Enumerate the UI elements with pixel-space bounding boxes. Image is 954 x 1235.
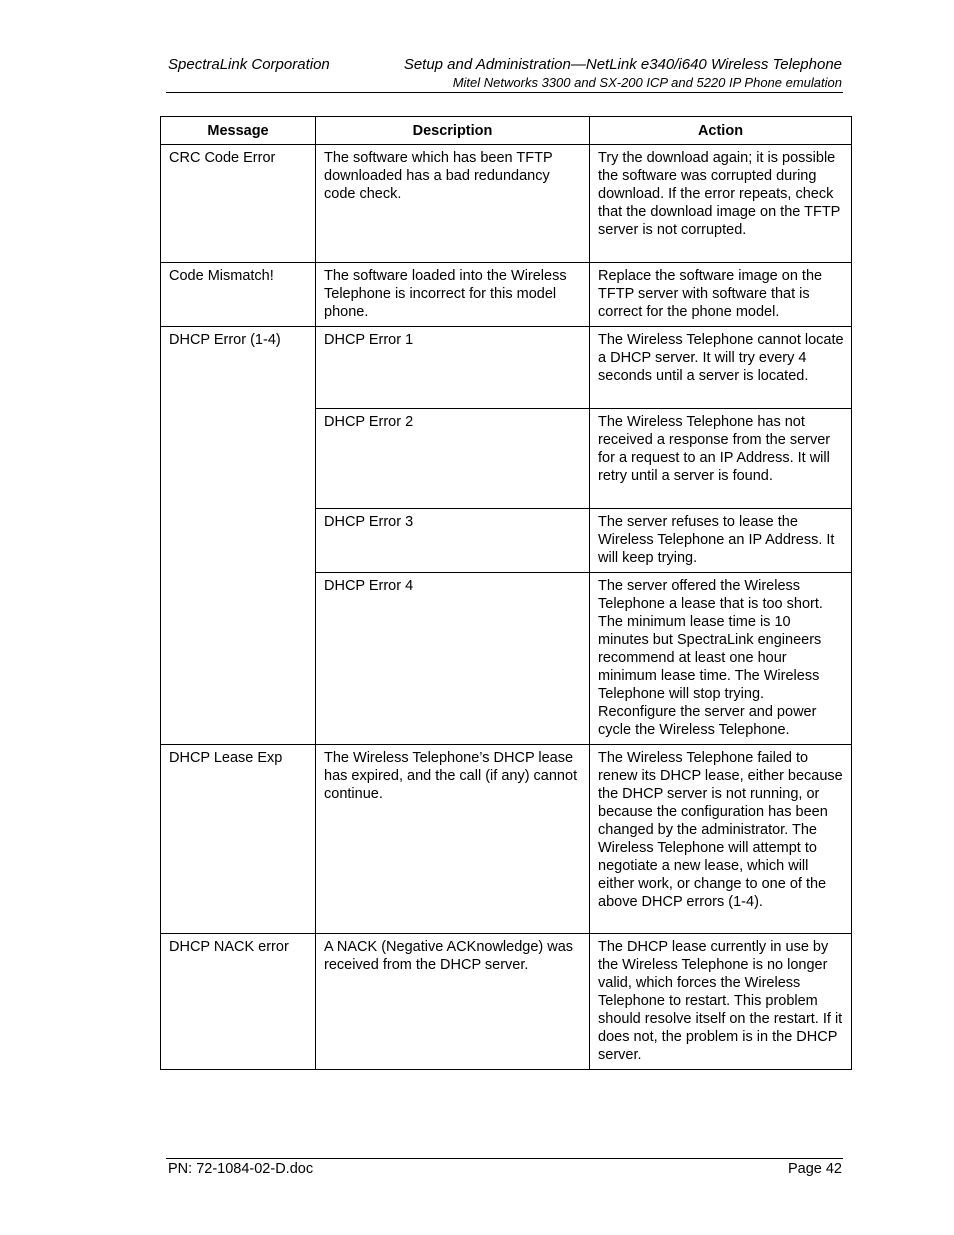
message-cell: DHCP NACK error xyxy=(161,934,316,1070)
column-header-action: Action xyxy=(590,117,852,145)
header-rule xyxy=(166,92,843,93)
table-row xyxy=(161,745,852,934)
table-row xyxy=(161,934,852,1070)
message-cell: DHCP Lease Exp xyxy=(161,745,316,934)
action-cell: The server offered the Wireless Telephone a lease that is too short. The minimum lease time is 10 minutes but SpectraLink engineers recommend at least one hour minimum lease time. The Wireless Telephone will stop trying. Reconfigure the server and power cycle the Wireless Telephone. xyxy=(590,573,852,745)
description-cell: DHCP Error 1 xyxy=(316,327,590,409)
action-cell: The server refuses to lease the Wireless Telephone an IP Address. It will keep trying. xyxy=(590,509,852,573)
message-table xyxy=(160,116,852,1070)
message-cell: Code Mismatch! xyxy=(161,263,316,327)
action-cell: The Wireless Telephone failed to renew its DHCP lease, either because the DHCP server is not running, or because the configuration has been changed by the administrator. The Wireless Telephone will attempt to negotiate a new lease, which will either work, or change to one of the above DHCP errors (1-4). xyxy=(590,745,852,934)
table-header-row xyxy=(161,117,852,145)
table-row xyxy=(161,145,852,263)
footer-rule xyxy=(166,1158,843,1159)
description-cell: The software which has been TFTP downloaded has a bad redundancy code check. xyxy=(316,145,590,263)
action-cell: Replace the software image on the TFTP server with software that is correct for the phone model. xyxy=(590,263,852,327)
description-cell: The software loaded into the Wireless Telephone is incorrect for this model phone. xyxy=(316,263,590,327)
footer-page-number: Page 42 xyxy=(787,1161,842,1177)
table-row xyxy=(161,263,852,327)
action-cell: The Wireless Telephone has not received a response from the server for a request to an IP Address. It will retry until a server is found. xyxy=(590,409,852,509)
action-cell: The DHCP lease currently in use by the Wireless Telephone is no longer valid, which forces the Wireless Telephone to restart. This problem should resolve itself on the restart. If it does not, the problem is in the DHCP server. xyxy=(590,934,852,1070)
description-cell: DHCP Error 4 xyxy=(316,573,590,745)
action-cell: Try the download again; it is possible the software was corrupted during download. If the error repeats, check that the download image on the TFTP server is not corrupted. xyxy=(590,145,852,263)
description-cell: A NACK (Negative ACKnowledge) was received from the DHCP server. xyxy=(316,934,590,1070)
description-cell: The Wireless Telephone’s DHCP lease has expired, and the call (if any) cannot continue. xyxy=(316,745,590,934)
column-header-description: Description xyxy=(316,117,590,145)
footer-part-number: PN: 72-1084-02-D.doc xyxy=(168,1161,314,1177)
message-cell: DHCP Error (1-4) xyxy=(161,327,316,745)
header-company: SpectraLink Corporation xyxy=(168,56,330,73)
header-subtitle: Mitel Networks 3300 and SX-200 ICP and 5220 IP Phone emulation xyxy=(452,75,842,90)
action-cell: The Wireless Telephone cannot locate a DHCP server. It will try every 4 seconds until a server is located. xyxy=(590,327,852,409)
header-title: Setup and Administration—NetLink e340/i640 Wireless Telephone xyxy=(403,56,842,73)
table-row xyxy=(161,327,852,409)
description-cell: DHCP Error 2 xyxy=(316,409,590,509)
description-cell: DHCP Error 3 xyxy=(316,509,590,573)
column-header-message: Message xyxy=(161,117,316,145)
message-cell: CRC Code Error xyxy=(161,145,316,263)
